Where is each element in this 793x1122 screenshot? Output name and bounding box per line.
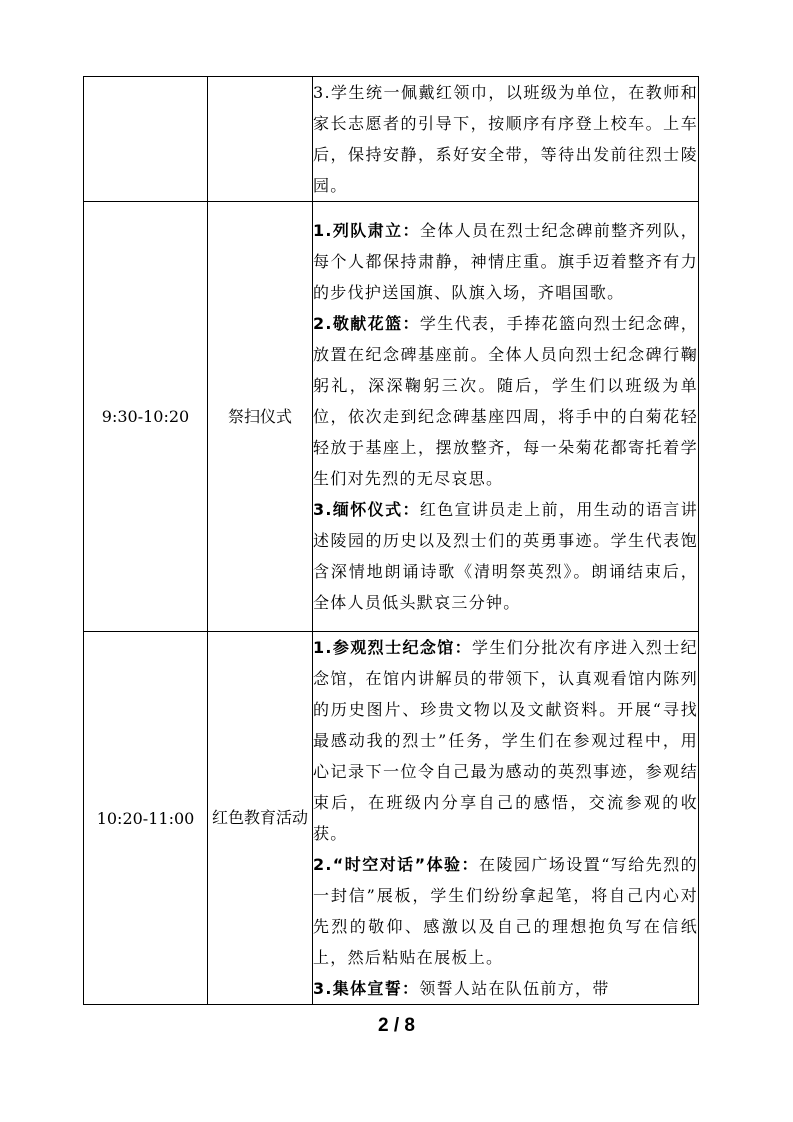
detail-paragraph: 3.集体宣誓：领誓人站在队伍前方，带 xyxy=(313,979,610,998)
table-row xyxy=(84,202,699,632)
table-row xyxy=(84,632,699,1005)
detail-label: 1.参观烈士纪念馆： xyxy=(313,638,473,657)
detail-label: 2.“时空对话”体验： xyxy=(313,855,479,874)
time-cell: 10:20-11:00 xyxy=(84,632,208,1005)
detail-paragraph: 1.列队肃立：全体人员在烈士纪念碑前整齐列队，每个人都保持肃静，神情庄重。旗手迈着整齐有力的步伐护送国旗、队旗入场，齐唱国歌。 xyxy=(313,221,698,302)
activity-cell: 红色教育活动 xyxy=(208,632,313,1005)
activity-cell xyxy=(208,77,313,202)
detail-paragraph: 3.缅怀仪式：红色宣讲员走上前，用生动的语言讲述陵园的历史以及烈士们的英勇事迹。学生代表饱含深情地朗诵诗歌《清明祭英烈》。朗诵结束后，全体人员低头默哀三分钟。 xyxy=(313,500,698,612)
detail-paragraph: 1.参观烈士纪念馆：学生们分批次有序进入烈士纪念馆，在馆内讲解员的带领下，认真观看馆内陈列的历史图片、珍贵文物以及文献资料。开展“寻找最感动我的烈士”任务，学生们在参观过程中，用心记录下一位令自己最为感动的英烈事迹，参观结束后，在班级内分享自己的感悟，交流参观的收获。 xyxy=(313,638,698,843)
time-cell: 9:30-10:20 xyxy=(84,202,208,632)
time-cell xyxy=(84,77,208,202)
detail-label: 3.缅怀仪式： xyxy=(313,500,420,519)
table-row xyxy=(84,77,699,202)
details-cell xyxy=(313,632,699,1005)
detail-label: 1.列队肃立： xyxy=(313,221,420,240)
detail-paragraph: 3.学生统一佩戴红领巾，以班级为单位，在教师和家长志愿者的引导下，按顺序有序登上校车。上车后，保持安静，系好安全带，等待出发前往烈士陵园。 xyxy=(313,83,698,195)
detail-label: 3.集体宣誓： xyxy=(313,979,420,998)
detail-paragraph: 2.“时空对话”体验：在陵园广场设置“写给先烈的一封信”展板，学生们纷纷拿起笔，将自己内心对先烈的敬仰、感激以及自己的理想抱负写在信纸上，然后粘贴在展板上。 xyxy=(313,855,698,967)
detail-label: 2.敬献花篮： xyxy=(313,314,420,333)
page-number: 2 / 8 xyxy=(378,1015,415,1036)
details-cell xyxy=(313,202,699,632)
activity-cell: 祭扫仪式 xyxy=(208,202,313,632)
schedule-table xyxy=(83,76,699,1005)
detail-paragraph: 2.敬献花篮：学生代表，手捧花篮向烈士纪念碑，放置在纪念碑基座前。全体人员向烈士纪念碑行鞠躬礼，深深鞠躬三次。随后，学生们以班级为单位，依次走到纪念碑基座四周，将手中的白菊花轻轻放于基座上，摆放整齐，每一朵菊花都寄托着学生们对先烈的无尽哀思。 xyxy=(313,314,698,488)
details-cell xyxy=(313,77,699,202)
